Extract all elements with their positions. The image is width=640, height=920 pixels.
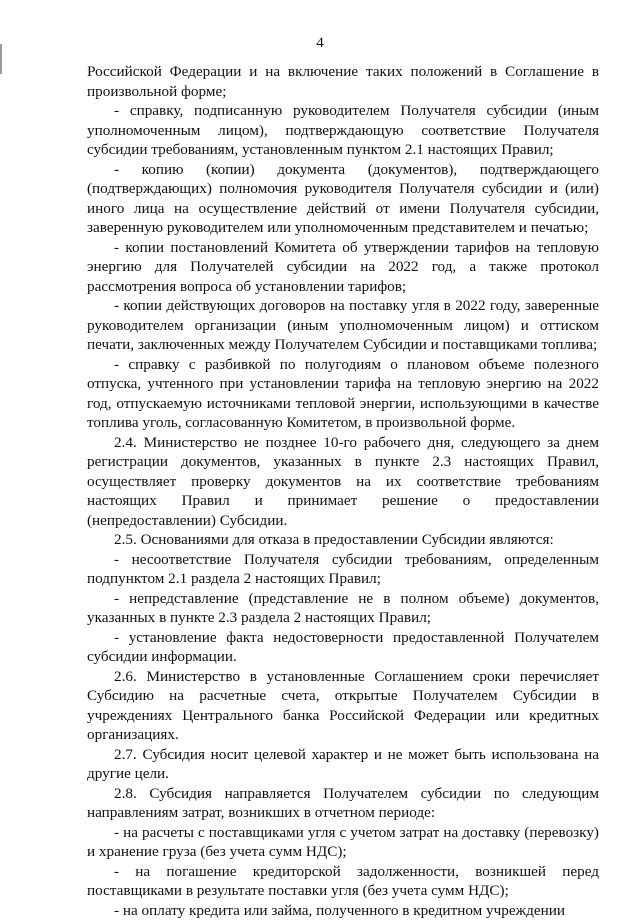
paragraph: 2.4. Министерство не позднее 10-го рабочего дня, следующего за днем регистрации документов, указанных в пункте 2.3 настоящих Правил, осуществляет проверку документов на их соответствие требованиям настоящих Правил и принимает решение о предоставлении (непредоставлении) Субсидии. (87, 433, 599, 531)
paragraph: - несоответствие Получателя субсидии требованиям, определенным подпунктом 2.1 раздела 2 настоящих Правил; (87, 550, 599, 589)
paragraph: - копии действующих договоров на поставку угля в 2022 году, заверенные руководителем организации (иным уполномоченным лицом) и оттиском печати, заключенных между Получателем Субсидии и поставщиками топлива; (87, 296, 599, 355)
paragraph: 2.6. Министерство в установленные Соглашением сроки перечисляет Субсидию на расчетные счета, открытые Получателем Субсидии в учреждениях Центрального банка Российской Федерации или кредитных организациях. (87, 667, 599, 745)
page-number: 4 (0, 34, 640, 52)
paragraph: - на расчеты с поставщиками угля с учетом затрат на доставку (перевозку) и хранение груза (без учета сумм НДС); (87, 823, 599, 862)
paragraph: - на погашение кредиторской задолженности, возникшей перед поставщиками в результате поставки угля (без учета сумм НДС); (87, 862, 599, 901)
paragraph: - копии постановлений Комитета об утверждении тарифов на тепловую энергию для Получателей субсидии на 2022 год, а также протокол рассмотрения вопроса об установлении тарифов; (87, 238, 599, 297)
paragraph: 2.5. Основаниями для отказа в предоставлении Субсидии являются: (87, 530, 599, 550)
paragraph: - непредставление (представление не в полном объеме) документов, указанных в пункте 2.3 раздела 2 настоящих Правил; (87, 589, 599, 628)
paragraph: 2.8. Субсидия направляется Получателем субсидии по следующим направлениям затрат, возникших в отчетном периоде: (87, 784, 599, 823)
paragraph: - справку, подписанную руководителем Получателя субсидии (иным уполномоченным лицом), подтверждающую соответствие Получателя субсидии требованиям, установленным пунктом 2.1 настоящих Правил; (87, 101, 599, 160)
paragraph: - установление факта недостоверности предоставленной Получателем субсидии информации. (87, 628, 599, 667)
paragraph: - на оплату кредита или займа, полученного в кредитном учреждении (87, 901, 599, 920)
paragraph: - справку с разбивкой по полугодиям о плановом объеме полезного отпуска, учтенного при установлении тарифа на тепловую энергию на 2022 год, отпускаемую источниками тепловой энергии, использующими в качестве топлива уголь, согласованную Комитетом, в произвольной форме. (87, 355, 599, 433)
document-body (87, 62, 599, 920)
paragraph: 2.7. Субсидия носит целевой характер и не может быть использована на другие цели. (87, 745, 599, 784)
paragraph: - копию (копии) документа (документов), подтверждающего (подтверждающих) полномочия руководителя Получателя субсидии и (или) иного лица на осуществление действий от имени Получателя субсидии, заверенную руководителем или уполномоченным представителем и печатью; (87, 160, 599, 238)
paragraph: Российской Федерации и на включение таких положений в Соглашение в произвольной форме; (87, 62, 599, 101)
